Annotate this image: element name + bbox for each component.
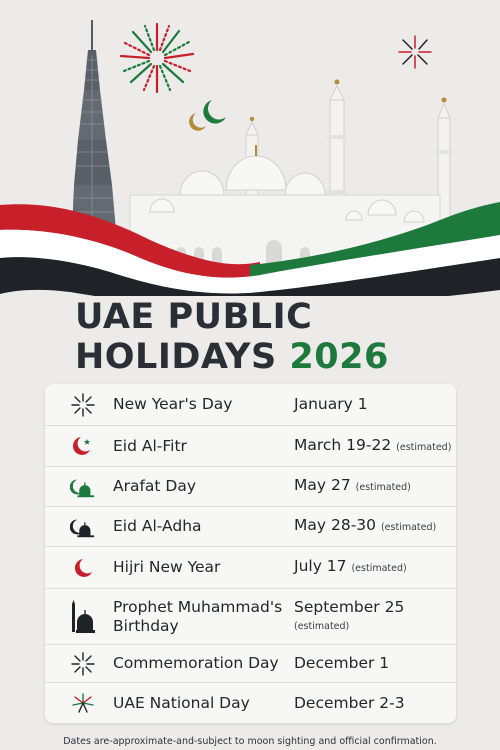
holiday-name: Eid Al-Fitr <box>113 436 187 455</box>
holiday-date: September 25 (estimated) <box>294 597 405 632</box>
holiday-row <box>45 467 456 507</box>
holiday-row <box>45 384 456 426</box>
title-line-2 <box>75 337 389 377</box>
mosque-crescent-icon <box>70 474 96 500</box>
holiday-row <box>45 507 456 547</box>
holiday-date: May 28-30 (estimated) <box>294 516 437 534</box>
sparkle-icon <box>70 651 96 677</box>
footnote: Dates are-approximate-and-subject to moon sighting and official confirmation. <box>63 736 437 747</box>
title-line-1: UAE PUBLIC <box>75 297 313 337</box>
holiday-row <box>45 589 456 645</box>
fireworks-icon <box>70 690 96 716</box>
sparkle-icon <box>70 392 96 418</box>
holiday-row <box>45 683 456 723</box>
holiday-name: Hijri New Year <box>113 558 221 576</box>
holiday-date: July 17 (estimated) <box>294 557 407 575</box>
holiday-date: May 27 (estimated) <box>294 476 411 494</box>
title-year: 2026 <box>289 337 389 377</box>
title-holidays: HOLIDAYS <box>75 337 277 377</box>
holiday-name: Arafat Day <box>113 477 197 495</box>
mosque-crescent-icon <box>70 514 96 540</box>
mosque-icon <box>70 604 96 630</box>
holiday-name: Commemoration Day <box>113 654 279 672</box>
crescent-star-icon <box>70 433 96 459</box>
holiday-date: December 2-3 <box>294 693 405 712</box>
holiday-date: December 1 <box>294 654 390 672</box>
holiday-name: New Year's Day <box>113 395 233 413</box>
holiday-row <box>45 645 456 683</box>
holiday-date: January 1 <box>294 395 368 413</box>
holidays-card <box>45 384 456 723</box>
crescent-icon <box>70 555 96 581</box>
poster-title <box>75 297 389 377</box>
holiday-name: Eid Al-Adha <box>113 517 202 535</box>
holiday-date: March 19-22 (estimated) <box>294 435 452 454</box>
holiday-name: UAE National Day <box>113 693 250 712</box>
hero-illustration <box>0 0 500 310</box>
holiday-row <box>45 426 456 467</box>
holiday-name: Prophet Muhammad's Birthday <box>113 597 283 635</box>
holiday-row <box>45 547 456 589</box>
